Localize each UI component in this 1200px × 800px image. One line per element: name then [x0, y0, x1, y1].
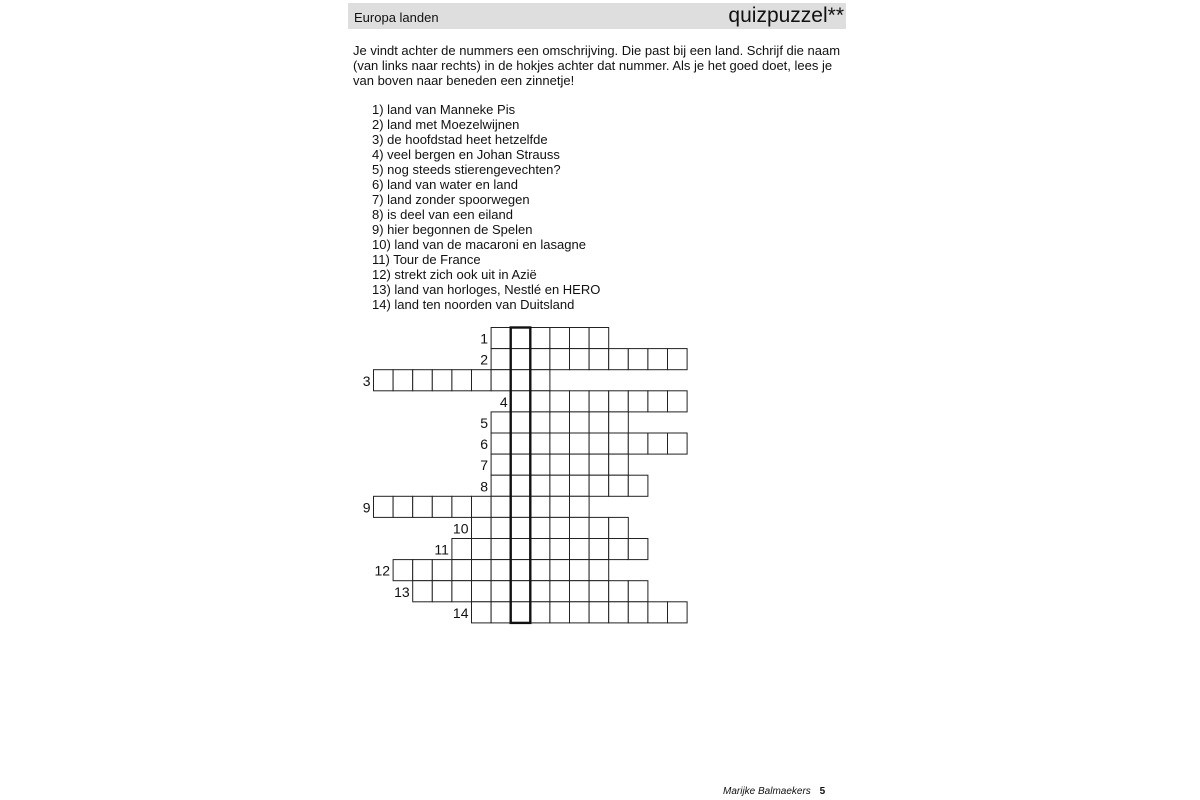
grid-cell[interactable]	[491, 517, 511, 538]
grid-cell[interactable]	[472, 581, 492, 602]
grid-cell[interactable]	[550, 412, 570, 433]
grid-cell[interactable]	[589, 349, 609, 370]
grid-cell[interactable]	[511, 475, 531, 496]
row-number: 12	[374, 562, 391, 579]
grid-cell[interactable]	[589, 475, 609, 496]
grid-cell[interactable]	[491, 328, 511, 349]
grid-cell[interactable]	[491, 433, 511, 454]
grid-cell[interactable]	[609, 517, 629, 538]
grid-cell[interactable]	[550, 560, 570, 581]
grid-cell[interactable]	[530, 560, 550, 581]
worksheet-title: quizpuzzel**	[728, 4, 844, 27]
grid-cell[interactable]	[530, 602, 550, 623]
grid-cell[interactable]	[511, 433, 531, 454]
grid-cell[interactable]	[530, 433, 550, 454]
grid-cell[interactable]	[570, 349, 590, 370]
header-bar	[348, 3, 846, 29]
row-number: 4	[499, 393, 508, 410]
grid-cell[interactable]	[530, 496, 550, 517]
grid-cell[interactable]	[393, 370, 413, 391]
grid-cell[interactable]	[413, 370, 433, 391]
grid-cell[interactable]	[570, 581, 590, 602]
grid-cell[interactable]	[374, 370, 394, 391]
row-number: 11	[434, 541, 449, 558]
grid-cell[interactable]	[491, 412, 511, 433]
grid-cell[interactable]	[570, 433, 590, 454]
grid-cell[interactable]	[589, 412, 609, 433]
grid-cell[interactable]	[393, 496, 413, 517]
clue-item: 7) land zonder spoorwegen	[372, 192, 530, 207]
row-number: 8	[480, 478, 489, 495]
clue-item: 6) land van water en land	[372, 177, 518, 192]
clue-item: 1) land van Manneke Pis	[372, 102, 516, 117]
grid-cell[interactable]	[511, 560, 531, 581]
grid-cell[interactable]	[452, 370, 472, 391]
grid-cell[interactable]	[550, 349, 570, 370]
grid-cell[interactable]	[628, 581, 648, 602]
worksheet-subject: Europa landen	[354, 10, 439, 25]
grid-cell[interactable]	[550, 581, 570, 602]
grid-cell[interactable]	[550, 602, 570, 623]
grid-cell[interactable]	[511, 581, 531, 602]
clue-item: 2) land met Moezelwijnen	[372, 117, 520, 132]
grid-cell[interactable]	[530, 412, 550, 433]
grid-cell[interactable]	[511, 391, 531, 412]
row-number: 3	[362, 372, 371, 389]
grid-cell[interactable]	[609, 454, 629, 475]
grid-cell[interactable]	[550, 539, 570, 560]
row-number: 6	[480, 436, 489, 453]
clue-item: 12) strekt zich ook uit in Azië	[372, 267, 537, 282]
grid-cell[interactable]	[628, 433, 648, 454]
clue-item: 3) de hoofdstad heet hetzelfde	[372, 132, 548, 147]
grid-cell[interactable]	[491, 370, 511, 391]
grid-cell[interactable]	[589, 391, 609, 412]
clue-item: 8) is deel van een eiland	[372, 207, 513, 222]
clue-item: 13) land van horloges, Nestlé en HERO	[372, 282, 601, 297]
grid-cell[interactable]	[648, 391, 668, 412]
clue-item: 5) nog steeds stierengevechten?	[372, 162, 561, 177]
instructions-text: Je vindt achter de nummers een omschrijving. Die past bij een land. Schrijf die naam (van links naar rechts) in de hokjes achter dat nummer. Als je het goed doet, lees je van boven naar beneden een zinnetje!	[353, 43, 841, 88]
grid-cell[interactable]	[570, 475, 590, 496]
grid-cell[interactable]	[511, 602, 531, 623]
grid-cell[interactable]	[491, 602, 511, 623]
grid-cell[interactable]	[413, 560, 433, 581]
grid-cell[interactable]	[570, 328, 590, 349]
grid-cell[interactable]	[550, 328, 570, 349]
grid-cell[interactable]	[511, 370, 531, 391]
grid-cell[interactable]	[550, 517, 570, 538]
grid-cell[interactable]	[550, 454, 570, 475]
grid-cell[interactable]	[589, 517, 609, 538]
grid-cell[interactable]	[432, 581, 452, 602]
grid-cell[interactable]	[550, 475, 570, 496]
author-name: Marijke Balmaekers	[723, 786, 811, 797]
row-number: 10	[452, 520, 469, 537]
grid-cell[interactable]	[609, 581, 629, 602]
grid-cell[interactable]	[589, 581, 609, 602]
grid-cell[interactable]	[413, 581, 433, 602]
grid-cell[interactable]	[393, 560, 413, 581]
grid-cell[interactable]	[472, 602, 492, 623]
grid-cell[interactable]	[609, 412, 629, 433]
grid-cell[interactable]	[530, 454, 550, 475]
grid-cell[interactable]	[570, 412, 590, 433]
grid-cell[interactable]	[491, 475, 511, 496]
grid-cell[interactable]	[628, 475, 648, 496]
grid-cell[interactable]	[432, 370, 452, 391]
grid-cell[interactable]	[550, 433, 570, 454]
row-number: 14	[452, 604, 469, 621]
solution-column-highlight	[511, 328, 531, 623]
grid-cell[interactable]	[530, 328, 550, 349]
grid-cell[interactable]	[668, 433, 688, 454]
grid-cell[interactable]	[452, 581, 472, 602]
grid-cell[interactable]	[609, 539, 629, 560]
grid-cell[interactable]	[491, 539, 511, 560]
grid-cell[interactable]	[511, 539, 531, 560]
grid-cell[interactable]	[648, 433, 668, 454]
grid-cell[interactable]	[589, 560, 609, 581]
grid-cell[interactable]	[609, 433, 629, 454]
grid-cell[interactable]	[511, 328, 531, 349]
grid-cell[interactable]	[589, 454, 609, 475]
grid-cell[interactable]	[628, 539, 648, 560]
grid-cell[interactable]	[530, 349, 550, 370]
grid-cell[interactable]	[628, 391, 648, 412]
clue-item: 9) hier begonnen de Spelen	[372, 222, 533, 237]
grid-cell[interactable]	[609, 602, 629, 623]
grid-cell[interactable]	[511, 454, 531, 475]
grid-cell[interactable]	[609, 475, 629, 496]
clue-item: 4) veel bergen en Johan Strauss	[372, 147, 560, 162]
row-number: 1	[480, 330, 489, 347]
page-number: 5	[819, 786, 826, 797]
clue-list	[372, 102, 600, 312]
grid-cell[interactable]	[589, 433, 609, 454]
grid-cell[interactable]	[432, 560, 452, 581]
grid-cell[interactable]	[530, 370, 550, 391]
grid-cell[interactable]	[491, 496, 511, 517]
grid-cell[interactable]	[530, 391, 550, 412]
grid-cell[interactable]	[570, 602, 590, 623]
grid-cell[interactable]	[628, 602, 648, 623]
grid-cell[interactable]	[472, 560, 492, 581]
grid-cell[interactable]	[472, 517, 492, 538]
grid-cell[interactable]	[648, 602, 668, 623]
grid-cell[interactable]	[452, 496, 472, 517]
clue-item: 10) land van de macaroni en lasagne	[372, 237, 586, 252]
grid-cell[interactable]	[550, 391, 570, 412]
grid-cell[interactable]	[491, 560, 511, 581]
row-number: 13	[394, 583, 410, 600]
row-number: 5	[480, 415, 489, 431]
row-number: 2	[480, 351, 489, 368]
grid-cell[interactable]	[648, 349, 668, 370]
row-number: 9	[362, 499, 371, 516]
grid-cell[interactable]	[570, 560, 590, 581]
grid-cell[interactable]	[491, 454, 511, 475]
grid-cell[interactable]	[589, 328, 609, 349]
grid-cell[interactable]	[589, 602, 609, 623]
grid-cell[interactable]	[472, 539, 492, 560]
grid-cell[interactable]	[628, 349, 648, 370]
grid-cell[interactable]	[550, 496, 570, 517]
grid-cell[interactable]	[609, 391, 629, 412]
grid-cell[interactable]	[530, 517, 550, 538]
grid-cell[interactable]	[530, 475, 550, 496]
grid-cell[interactable]	[668, 391, 688, 412]
grid-cell[interactable]	[511, 412, 531, 433]
grid-cell[interactable]	[491, 581, 511, 602]
grid-cell[interactable]	[570, 391, 590, 412]
grid-cell[interactable]	[472, 496, 492, 517]
grid-cell[interactable]	[491, 349, 511, 370]
grid-cell[interactable]	[589, 539, 609, 560]
grid-cell[interactable]	[432, 496, 452, 517]
grid-cell[interactable]	[609, 349, 629, 370]
grid-cell[interactable]	[570, 517, 590, 538]
grid-cell[interactable]	[472, 370, 492, 391]
row-number: 7	[480, 457, 489, 474]
grid-cell[interactable]	[530, 539, 550, 560]
page-footer	[723, 786, 825, 797]
grid-cell[interactable]	[511, 517, 531, 538]
grid-cell[interactable]	[511, 496, 531, 517]
grid-cell[interactable]	[413, 496, 433, 517]
grid-cell[interactable]	[452, 560, 472, 581]
grid-cell[interactable]	[530, 581, 550, 602]
clue-item: 14) land ten noorden van Duitsland	[372, 297, 575, 312]
grid-cell[interactable]	[570, 539, 590, 560]
grid-cell[interactable]	[668, 602, 688, 623]
grid-cell[interactable]	[452, 539, 472, 560]
clue-item: 11) Tour de France	[372, 252, 481, 267]
grid-cell[interactable]	[511, 349, 531, 370]
grid-cell[interactable]	[668, 349, 688, 370]
grid-cell[interactable]	[374, 496, 394, 517]
grid-cell[interactable]	[570, 496, 590, 517]
grid-cell[interactable]	[570, 454, 590, 475]
